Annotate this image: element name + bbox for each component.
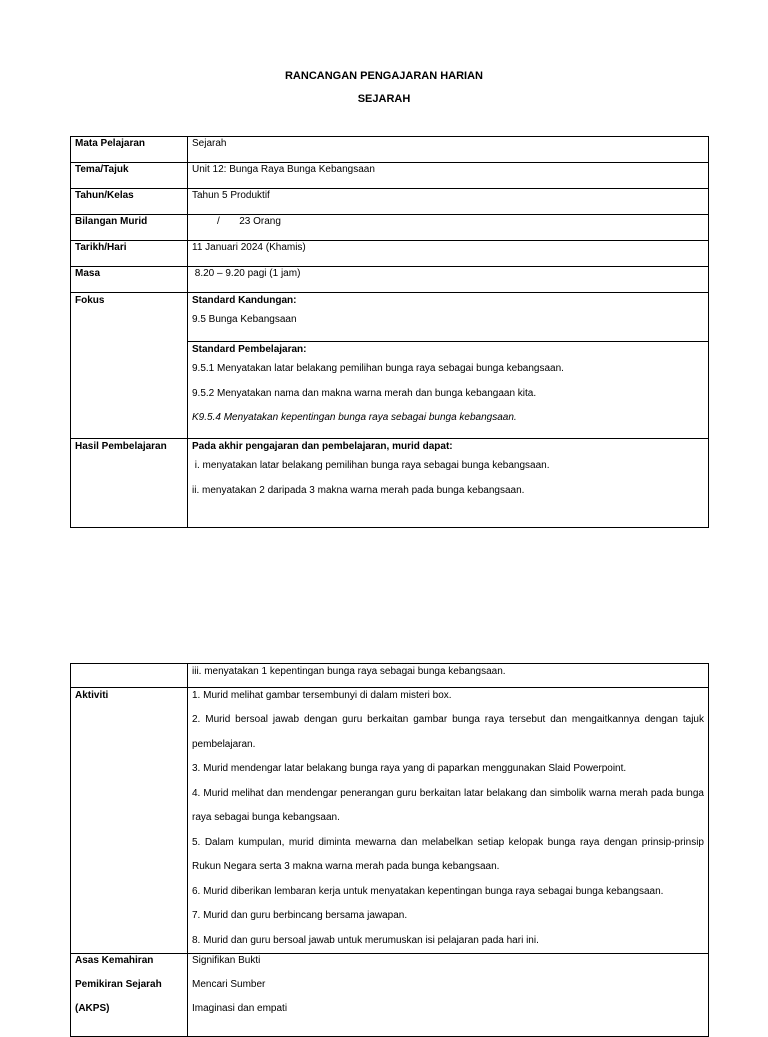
- fokus-standard-kandungan: [188, 293, 709, 342]
- label-aktiviti: [71, 688, 188, 954]
- label-tahun: Tahun/Kelas: [71, 189, 188, 215]
- aktiviti-item: 1. Murid melihat gambar tersembunyi di dalam misteri box.: [192, 690, 452, 701]
- table-row: [71, 189, 709, 215]
- hasil-pembelajaran-content: [188, 439, 709, 528]
- value-tarikh: 11 Januari 2024 (Khamis): [188, 241, 709, 267]
- aktiviti-item: 3. Murid mendengar latar belakang bunga raya yang di paparkan menggunakan Slaid Powerpoint.: [192, 763, 627, 774]
- aktiviti-item: 2. Murid bersoal jawab dengan guru berkaitan gambar bunga raya tersebut dan mengaitkannya dengan tajuk pembelajaran.: [192, 714, 704, 750]
- akps-item: Imaginasi dan empati: [192, 1003, 288, 1014]
- aktiviti-content: [188, 688, 709, 954]
- fokus-standard-pembelajaran: [188, 342, 709, 439]
- table-row: [71, 688, 709, 954]
- table-row: [71, 163, 709, 189]
- aktiviti-label-text: Aktiviti: [75, 690, 109, 701]
- hasil-continued-item: iii. menyatakan 1 kepentingan bunga raya sebagai bunga kebangsaan.: [188, 664, 709, 688]
- akps-label-line: Pemikiran Sejarah: [75, 979, 162, 990]
- label-tema: Tema/Tajuk: [71, 163, 188, 189]
- sk-item: 9.5 Bunga Kebangsaan: [192, 314, 297, 325]
- table-row: [71, 241, 709, 267]
- label-masa: Masa: [71, 267, 188, 293]
- value-mata-pelajaran: Sejarah: [188, 137, 709, 163]
- label-fokus: [71, 293, 188, 439]
- table-row: [71, 293, 709, 342]
- sp-heading: Standard Pembelajaran:: [192, 344, 307, 355]
- sk-heading: Standard Kandungan:: [192, 295, 297, 306]
- value-tahun: Tahun 5 Produktif: [188, 189, 709, 215]
- document-title: RANCANGAN PENGAJARAN HARIAN: [284, 70, 483, 82]
- akps-content: [188, 954, 709, 1037]
- label-tarikh: Tarikh/Hari: [71, 241, 188, 267]
- value-bilangan-murid: / 23 Orang: [188, 215, 709, 241]
- lesson-plan-table-1: [70, 136, 709, 528]
- hasil-item: ii. menyatakan 2 daripada 3 makna warna merah pada bunga kebangsaan.: [192, 484, 525, 496]
- hasil-item: i. menyatakan latar belakang pemilihan bunga raya sebagai bunga kebangsaan.: [192, 460, 550, 471]
- akps-label-line: Asas Kemahiran: [75, 955, 154, 966]
- document-subtitle: SEJARAH: [357, 93, 411, 105]
- value-masa: 8.20 – 9.20 pagi (1 jam): [188, 267, 709, 293]
- label-bilangan-murid: Bilangan Murid: [71, 215, 188, 241]
- aktiviti-item: 7. Murid dan guru berbincang bersama jawapan.: [192, 910, 408, 921]
- sp-item: 9.5.2 Menyatakan nama dan makna warna merah dan bunga kebangaan kita.: [192, 387, 537, 399]
- akps-item: Mencari Sumber: [192, 979, 266, 990]
- label-empty: [71, 664, 188, 688]
- sp-item: 9.5.1 Menyatakan latar belakang pemilihan bunga raya sebagai bunga kebangsaan.: [192, 363, 564, 374]
- aktiviti-item: 5. Dalam kumpulan, murid diminta mewarna dan melabelkan setiap kelopak bunga raya dengan prinsip-prinsip Rukun Negara serta 3 makna warna merah pada bunga kebangsaan.: [192, 836, 704, 872]
- table-row: [71, 267, 709, 293]
- table-row: [71, 137, 709, 163]
- table-row: [71, 664, 709, 688]
- akps-label-line: (AKPS): [75, 1003, 110, 1014]
- table-row: [71, 954, 709, 1037]
- label-hasil-pembelajaran: [71, 439, 188, 528]
- table-row: [71, 215, 709, 241]
- table-row: [71, 439, 709, 528]
- fokus-label-text: Fokus: [75, 295, 105, 306]
- lesson-plan-table-2: [70, 663, 709, 1037]
- akps-item: Signifikan Bukti: [192, 955, 261, 966]
- aktiviti-item: 8. Murid dan guru bersoal jawab untuk merumuskan isi pelajaran pada hari ini.: [192, 934, 539, 946]
- sp-item: K9.5.4 Menyatakan kepentingan bunga raya sebagai bunga kebangsaan.: [192, 412, 517, 423]
- hasil-label-text: Hasil Pembelajaran: [75, 441, 167, 452]
- aktiviti-item: 4. Murid melihat dan mendengar penerangan guru berkaitan latar belakang dan simbolik warna merah pada bunga raya sebagai bunga kebangsaan.: [192, 787, 704, 823]
- aktiviti-item: 6. Murid diberikan lembaran kerja untuk menyatakan kepentingan bunga raya sebagai bunga kebangsaan.: [192, 885, 664, 897]
- value-tema: Unit 12: Bunga Raya Bunga Kebangsaan: [188, 163, 709, 189]
- label-mata-pelajaran: Mata Pelajaran: [71, 137, 188, 163]
- label-akps: [71, 954, 188, 1037]
- hasil-heading: Pada akhir pengajaran dan pembelajaran, murid dapat:: [192, 441, 453, 452]
